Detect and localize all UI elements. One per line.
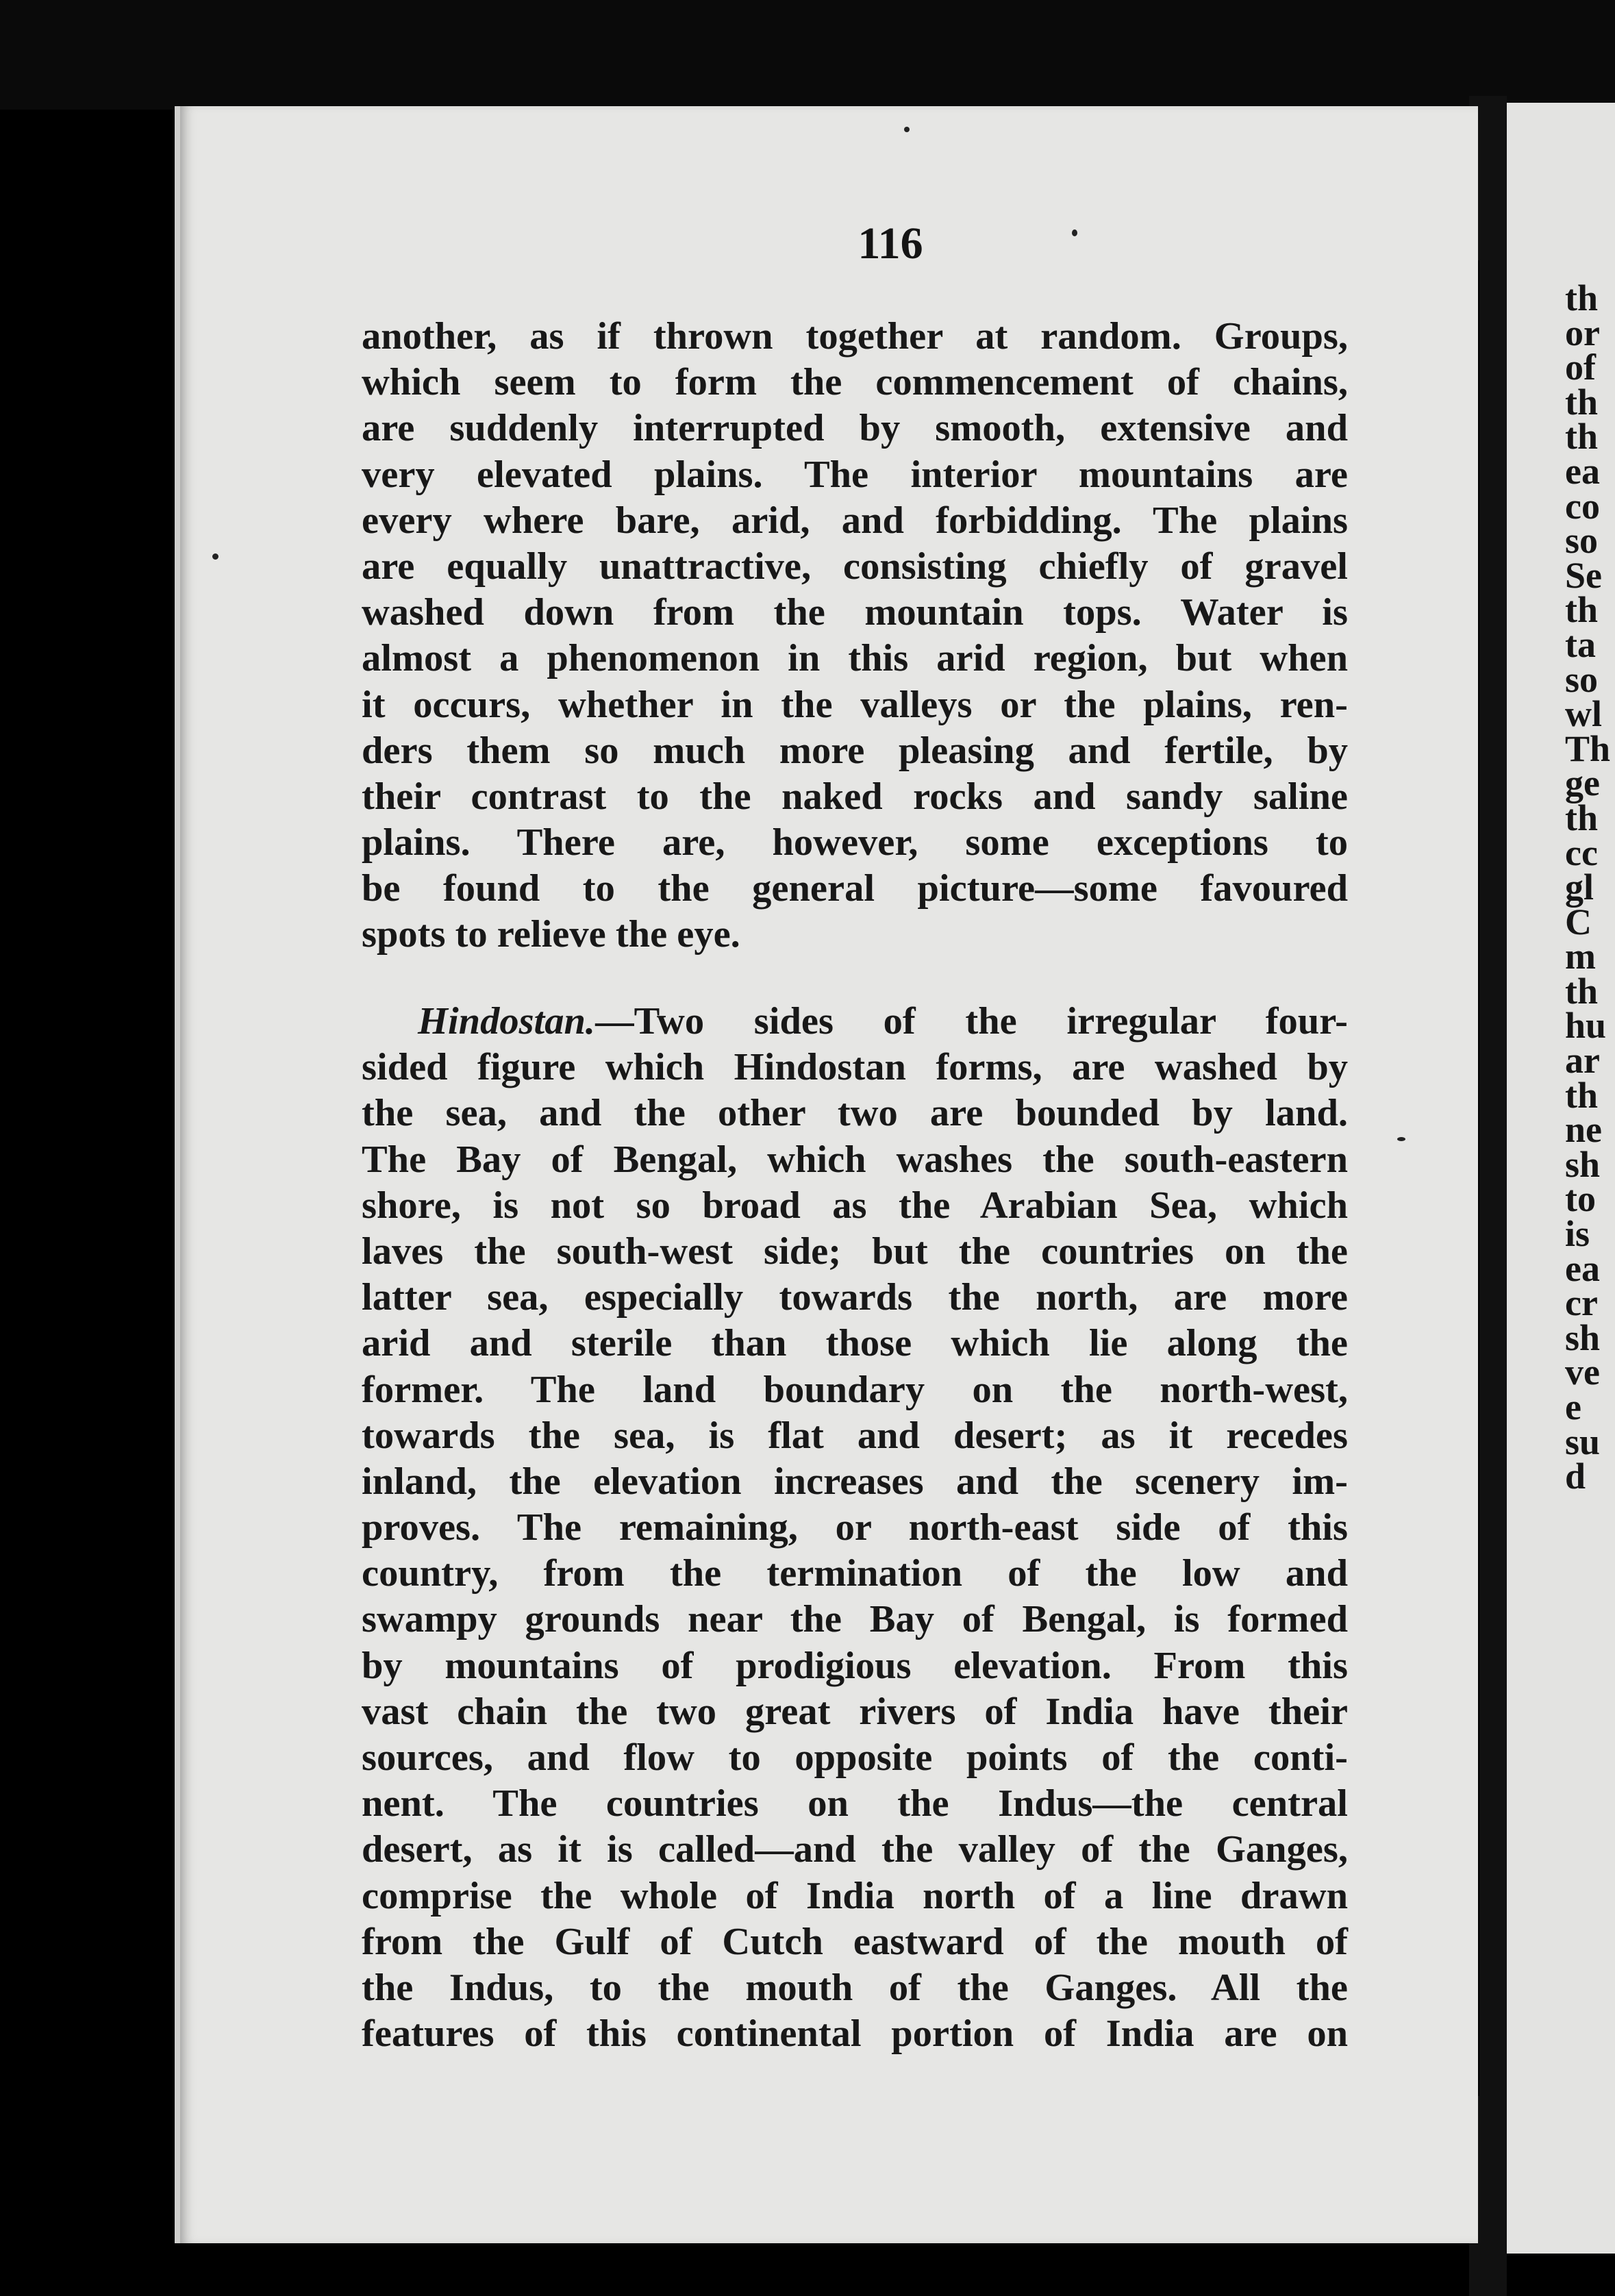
text-line: another, as if thrown together at random. Groups, [362,315,1348,358]
text-line: every where bare, arid, and forbidding. The plains [362,499,1348,542]
paragraph-1 [362,314,1348,958]
facing-page-fragment: ve [1565,1351,1600,1393]
text-line: the sea, and the other two are bounded by land. [362,1092,1348,1135]
scan-speck [904,127,910,132]
text-line: be found to the general picture—some favoured [362,867,1348,910]
text-line: are suddenly interrupted by smooth, extensive and [362,407,1348,450]
paragraph-2-first-line-text: —Two sides of the irregular four- [595,1000,1348,1043]
text-line: towards the sea, is flat and desert; as it recedes [362,1414,1348,1457]
facing-page-fragment: d [1565,1456,1586,1494]
facing-page-fragment: ne [1565,1109,1602,1151]
text-line: almost a phenomenon in this arid region, but when [362,637,1348,680]
text-line: laves the south-west side; but the countries on the [362,1230,1348,1273]
facing-page-fragment: th [1565,416,1599,458]
facing-page-fragment: hu [1565,1005,1607,1047]
facing-page-fragment: th [1565,797,1599,838]
text-line: from the Gulf of Cutch eastward of the mouth of [362,1920,1348,1963]
facing-page-fragment: th [1565,381,1599,423]
text-line: arid and sterile than those which lie along the [362,1322,1348,1365]
facing-page-fragment: co [1565,485,1600,527]
section-heading-hindostan: Hindostan. [418,1000,596,1043]
text-line: nent. The countries on the Indus—the central [362,1782,1348,1825]
facing-page-fragment: th [1565,970,1599,1012]
text-line: washed down from the mountain tops. Water is [362,591,1348,634]
facing-page-fragment: so [1565,658,1599,700]
text-line: features of this continental portion of India are on [362,2012,1348,2056]
text-line: their contrast to the naked rocks and sandy saline [362,775,1348,818]
text-line: which seem to form the commencement of chains, [362,361,1348,404]
text-line: latter sea, especially towards the north, are more [362,1276,1348,1319]
facing-page-fragment: th [1565,1074,1599,1116]
facing-page-fragment: cr [1565,1282,1598,1324]
text-line: very elevated plains. The interior mountains are [362,453,1348,496]
facing-page-fragment: of [1565,347,1596,388]
paragraph-2-line [362,999,1348,1045]
text-line: former. The land boundary on the north-west, [362,1368,1348,1411]
text-line: shore, is not so broad as the Arabian Sea, which [362,1184,1348,1227]
text-line: proves. The remaining, or north-east side of this [362,1506,1348,1549]
scan-speck [212,553,218,560]
text-line: the Indus, to the mouth of the Ganges. All the [362,1966,1348,2009]
text-line: spots to relieve the eye. [362,913,740,956]
facing-page-fragments [1565,281,1615,1494]
text-line: comprise the whole of India north of a line drawn [362,1874,1348,1917]
text-line: by mountains of prodigious elevation. From this [362,1644,1348,1687]
facing-page-fragment: cc [1565,832,1598,873]
scan-speck [1072,229,1077,236]
facing-page-fragment: sh [1565,1317,1601,1358]
facing-page-fragment: su [1565,1421,1601,1462]
paragraph-2 [362,999,1348,2057]
facing-page-fragment: m [1565,936,1596,977]
text-line: it occurs, whether in the valleys or the plains, ren- [362,683,1348,726]
page-number: 116 [857,219,923,269]
facing-page-fragment: C [1565,901,1592,943]
text-line: inland, the elevation increases and the scenery im- [362,1460,1348,1503]
text-line: country, from the termination of the low and [362,1552,1348,1595]
facing-page-fragment: so [1565,520,1599,562]
text-line: are equally unattractive, consisting chiefly of gravel [362,545,1348,588]
facing-page-fragment: ar [1565,1040,1600,1082]
text-line: vast chain the two great rivers of India have their [362,1690,1348,1733]
facing-page-fragment: is [1565,1213,1590,1255]
facing-page-fragment: e [1565,1386,1581,1427]
facing-page-fragment: wl [1565,693,1602,735]
facing-page-fragment: ta [1565,623,1596,665]
facing-page-fragment: th [1565,589,1599,631]
facing-page-fragment: sh [1565,1143,1601,1185]
scan-speck [1397,1137,1405,1141]
facing-page-fragment: ea [1565,450,1600,492]
facing-page-fragment: or [1565,312,1600,353]
facing-page-fragment: Th [1565,727,1611,769]
facing-page-fragment: ea [1565,1247,1600,1289]
facing-page-fragment: ge [1565,762,1600,804]
text-line: plains. There are, however, some exceptions to [362,821,1348,864]
facing-page-fragment: th [1565,281,1599,319]
facing-page-fragment: Se [1565,554,1602,596]
text-line: sided figure which Hindostan forms, are washed by [362,1046,1348,1089]
text-line: sources, and flow to opposite points of the conti- [362,1736,1348,1779]
text-line: ders them so much more pleasing and fertile, by [362,729,1348,772]
text-line: desert, as it is called—and the valley of the Ganges, [362,1828,1348,1871]
facing-page-fragment: to [1565,1178,1596,1220]
text-line: swampy grounds near the Bay of Bengal, is formed [362,1598,1348,1641]
scan-background [0,0,1615,110]
facing-page-fragment: gl [1565,866,1594,908]
text-line: The Bay of Bengal, which washes the south-eastern [362,1138,1348,1181]
